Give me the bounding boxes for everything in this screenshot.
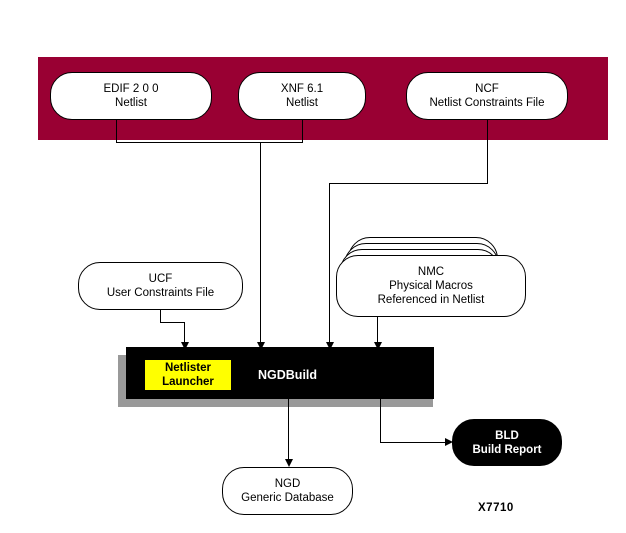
xnf-connector-down	[302, 120, 303, 142]
bld-connector-down	[380, 399, 381, 442]
bld-node-line1: BLD	[495, 429, 519, 442]
ncf-feed-vertical	[329, 183, 330, 344]
ucf-feed-vertical	[184, 322, 185, 344]
ucf-node[interactable]	[78, 262, 243, 310]
ngdbuild-title: NGDBuild	[258, 368, 318, 382]
ngd-arrow	[285, 459, 293, 467]
netlist-feed-vertical	[260, 142, 261, 344]
xnf-node-line2: Netlist	[286, 97, 318, 109]
edif-xnf-join	[116, 142, 303, 143]
xnf-node-line1: XNF 6.1	[280, 83, 324, 95]
edif-node-line1: EDIF 2 0 0	[103, 83, 159, 95]
nmc-feed-vertical	[377, 317, 378, 344]
edif-node-line2: Netlist	[115, 97, 147, 109]
ucf-connector-down	[160, 310, 161, 322]
ngd-connector-down	[288, 399, 289, 461]
ucf-node-line2: User Constraints File	[106, 287, 215, 299]
nmc-node[interactable]	[336, 255, 526, 317]
xnf-node[interactable]	[238, 72, 366, 120]
edif-node[interactable]	[50, 72, 212, 120]
nmc-node-line1: NMC	[417, 266, 445, 278]
bld-node-line2: Build Report	[472, 443, 542, 456]
edif-connector-down	[116, 120, 117, 142]
nmc-node-line3: Referenced in Netlist	[377, 294, 485, 306]
ncf-node-line2: Netlist Constraints File	[429, 97, 545, 109]
figure-code: X7710	[478, 502, 514, 514]
ngd-node-line2: Generic Database	[241, 492, 334, 504]
bld-node[interactable]	[452, 419, 562, 466]
nmc-node-line2: Physical Macros	[389, 280, 473, 292]
netlister-launcher-line2: Launcher	[162, 376, 214, 388]
ncf-connector-down	[487, 120, 488, 183]
ngd-node[interactable]	[222, 467, 353, 515]
ncf-node[interactable]	[406, 72, 568, 120]
ucf-join	[160, 322, 184, 323]
ncf-node-line1: NCF	[475, 83, 499, 95]
netlister-launcher-button[interactable]	[144, 359, 232, 391]
ncf-join	[329, 183, 488, 184]
ucf-node-line1: UCF	[148, 273, 173, 285]
ngd-node-line1: NGD	[274, 478, 301, 490]
bld-connector-right	[380, 442, 447, 443]
netlister-launcher-line1: Netlister	[164, 362, 212, 374]
